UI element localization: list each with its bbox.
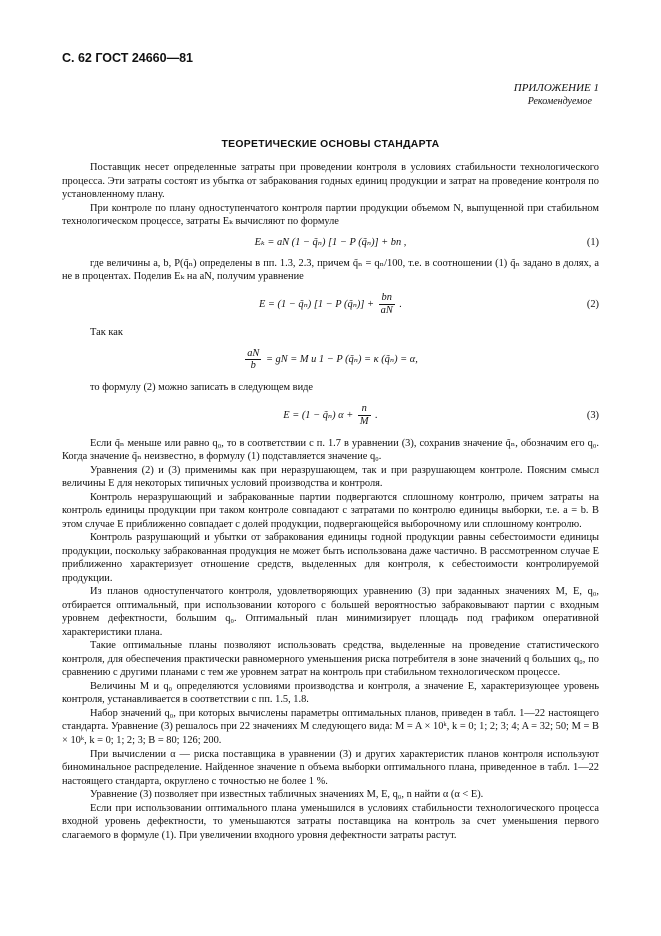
appendix-label [514, 81, 599, 108]
appendix-note: Рекомендуемое [527, 96, 592, 108]
paragraph: При контроле по плану одноступенчатого контроля партии продукции объемом N, выпущенной при стабильном технологическом процессе, затраты Eₖ вычисляют по формуле [62, 202, 599, 228]
formula-expression: Eₖ = aN (1 − q̃ₙ) [1 − P (q̃ₙ)] + bn , [254, 236, 407, 248]
paragraph: Если при использовании оптимального плана уменьшился в условиях стабильности технологического процесса входной уровень дефектности, то уменьшаются затраты поставщика на контроль за счет уменьшения первого слагаемого в формуле (1). При увеличении входного уровня дефектности затраты растут. [62, 802, 599, 841]
paragraph: Так как [90, 326, 123, 338]
fraction-numerator: bn [379, 292, 395, 304]
paragraph: где величины a, b, P(q̃ₙ) определены в пп. 1.3, 2.3, причем q̃ₙ = qₙ/100, т.е. в соотношении (1) q̃ₙ задано в долях, а не в процентах. Поделив Eₖ на aN, получим уравнение [62, 257, 599, 283]
document-body [62, 161, 599, 842]
paragraph: Набор значений q₀, при которых вычислены параметры оптимальных планов, приведен в табл. 1—22 настоящего стандарта. Уравнение (3) решалось при 22 значениях M следующего вида: M = A × 10ᵏ, k = 0; 1; 2; 3; 4; A = 32; 50; M = B × 10ᵏ, k = 0; 1; 2; 3; B = 80; 126; 200. [62, 707, 599, 746]
paragraph: Уравнение (3) позволяет при известных табличных значениях M, E, q₀, n найти α (α < E). [90, 789, 484, 801]
formula-2 [62, 287, 599, 323]
formula-tail: . [399, 298, 403, 310]
fraction-denominator: M [359, 415, 369, 427]
paragraph: При вычислении α — риска поставщика в уравнении (3) и других характеристик планов контроля используют биноминальное распределение. Найденное значение n объема выборки оптимального плана, приведенное в табл. 1—22 настоящего стандарта, округлено с точностью не более 1 %. [62, 748, 599, 787]
formula-kappa [62, 342, 599, 378]
formula-lhs: E = (1 − q̃ₙ) [1 − P (q̃ₙ)] + [258, 298, 375, 310]
fraction [379, 292, 395, 316]
fraction-numerator: aN [247, 347, 260, 359]
paragraph: Поставщик несет определенные затраты при проведении контроля в условиях стабильности технологического процесса. Эти затраты состоят из убытка от забракования годных единиц продукции и затрат на проведение контроля по установленному плану. [62, 162, 599, 201]
formula-number: (2) [586, 298, 599, 310]
page-header: С. 62 ГОСТ 24660—81 [62, 51, 193, 65]
fraction [245, 348, 261, 372]
paragraph: Величины M и q₀ определяются условиями производства и контроля, а значение E, характеризующее уровень контроля, устанавливается в соответствии с пп. 1.5, 1.8. [62, 680, 599, 706]
fraction [358, 403, 371, 427]
fraction-denominator: b [250, 360, 256, 372]
paragraph: Контроль неразрушающий и забракованные партии подвергаются сплошному контролю, причем затраты на контроль единицы продукции при таком контроле совпадают с затратами по контролю единицы выборки, т.е. a = b. В этом случае E приближенно совпадает с долей продукции, подвергающейся выборочному или сплошному контролю. [62, 491, 599, 530]
formula-number: (1) [586, 236, 599, 248]
paragraph: Уравнения (2) и (3) применимы как при неразрушающем, так и при разрушающем контроле. Поясним смысл величины E для некоторых типичных условий производства и контроля. [62, 464, 599, 490]
formula-tail: . [375, 409, 378, 421]
paragraph: то формулу (2) можно записать в следующем виде [90, 382, 314, 394]
section-title: ТЕОРЕТИЧЕСКИЕ ОСНОВЫ СТАНДАРТА [221, 139, 440, 150]
paragraph: Из планов одноступенчатого контроля, удовлетворяющих уравнению (3) при заданных значениях M, E, q₀, отбирается оптимальный, при использовании которого с большей вероятностью забраковывают партии с входным уровнем дефектности, большим q₀. Оптимальный план минимизирует площадь под графиком оперативной характеристики плана. [62, 586, 599, 638]
formula-1 [62, 232, 599, 254]
appendix-title: ПРИЛОЖЕНИЕ 1 [513, 82, 599, 94]
paragraph: Если q̃ₙ меньше или равно q₀, то в соответствии с п. 1.7 в уравнении (3), сохранив значение q̃ₙ, обозначим его q₀. Когда значение q̃ₙ неизвестно, в формулу (1) подставляется значение q₀. [62, 437, 599, 463]
formula-expression [259, 287, 402, 323]
paragraph: Такие оптимальные планы позволяют использовать средства, выделенные на проведение статистического контроля, для обеспечения практически равномерного уменьшения риска потребителя в зоне значений q больших q₀, по сравнению с другими планами с тем же уровнем затрат на контроль при стабильном технологическом процессе. [62, 640, 599, 679]
fraction-denominator: aN [380, 304, 393, 316]
formula-expression [283, 398, 377, 434]
fraction-numerator: n [358, 403, 371, 415]
formula-rest: = gN = M и 1 − P (q̃ₙ) = κ (q̃ₙ) = α, [265, 354, 418, 366]
formula-3 [62, 398, 599, 434]
formula-lhs: E = (1 − q̃ₙ) α + [283, 409, 354, 421]
formula-expression [243, 342, 418, 378]
paragraph: Контроль разрушающий и убытки от забракования единицы годной продукции равны себестоимости единицы продукции, поскольку забракованная продукция не может быть использована даже частично. В рассмотренном случае E приближенно характеризует отношение средств, выделенных для контроля, к себестоимости контролируемой продукции. [62, 532, 599, 584]
formula-number: (3) [586, 409, 599, 421]
